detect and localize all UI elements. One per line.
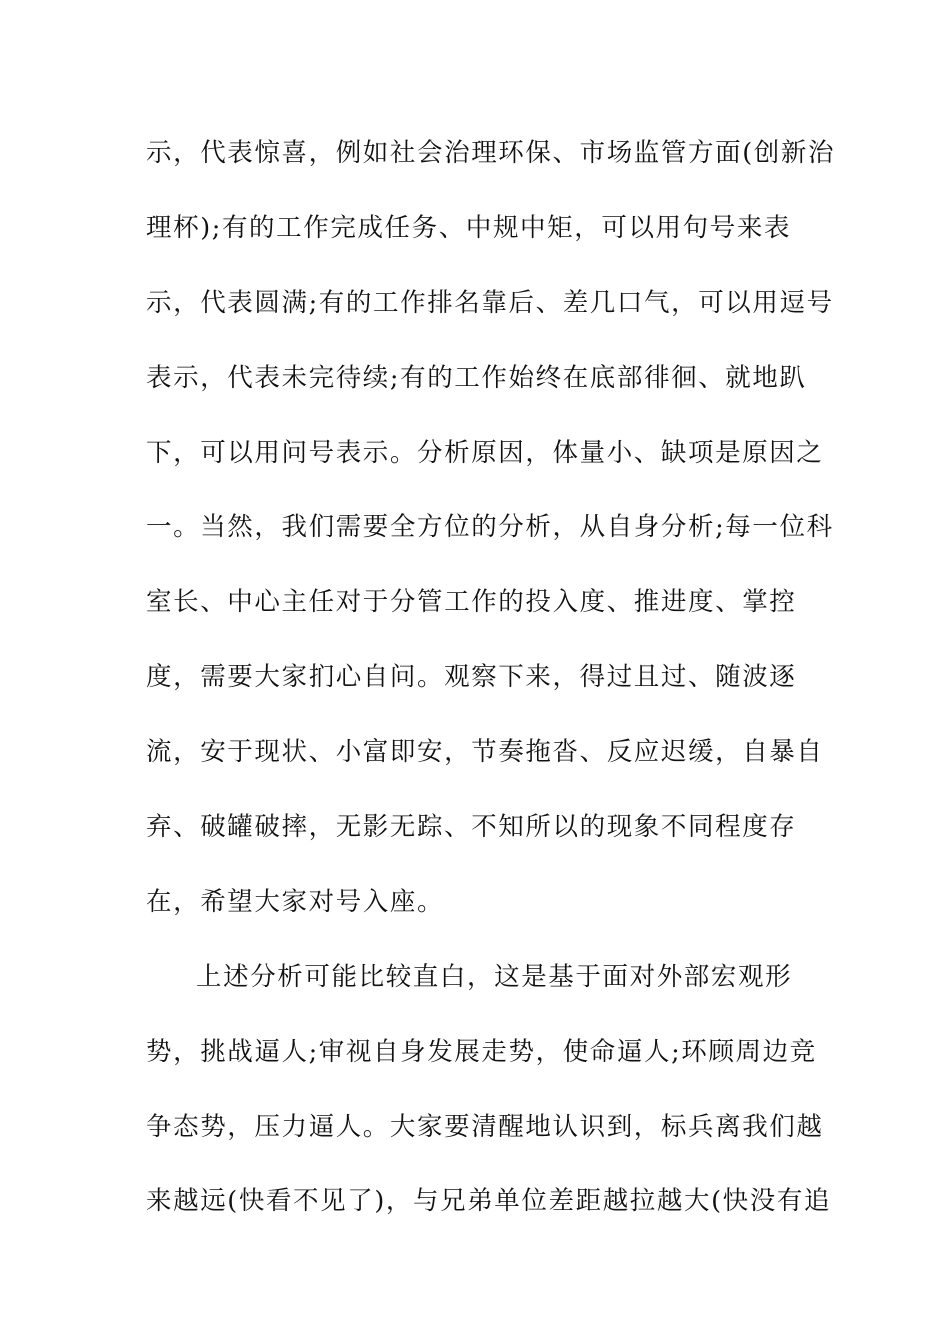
text-line: 下，可以用问号表示。分析原因，体量小、缺项是原因之 [146, 437, 824, 468]
text-line: 示，代表圆满;有的工作排名靠后、差几口气，可以用逗号 [146, 287, 834, 318]
text-line: 表示，代表未完待续;有的工作始终在底部徘徊、就地趴 [146, 362, 807, 393]
text-line: 理杯);有的工作完成任务、中规中矩，可以用句号来表 [146, 212, 792, 243]
text-line: 弃、破罐破摔，无影无踪、不知所以的现象不同程度存 [146, 812, 797, 843]
text-line: 室长、中心主任对于分管工作的投入度、推进度、掌控 [146, 587, 797, 618]
text-line: 来越远(快看不见了)，与兄弟单位差距越拉越大(快没有追 [146, 1186, 832, 1217]
text-line: 流，安于现状、小富即安，节奏拖沓、反应迟缓，自暴自 [146, 737, 824, 768]
paragraph-first-line: 上述分析可能比较直白，这是基于面对外部宏观形 [196, 961, 793, 992]
text-line: 争态势，压力逼人。大家要清醒地认识到，标兵离我们越 [146, 1111, 824, 1142]
text-line: 势，挑战逼人;审视自身发展走势，使命逼人;环顾周边竞 [146, 1036, 817, 1067]
text-line: 在，希望大家对号入座。 [146, 886, 445, 917]
text-line: 度，需要大家扪心自问。观察下来，得过且过、随波逐 [146, 662, 797, 693]
text-line: 一。当然，我们需要全方位的分析，从自身分析;每一位科 [146, 512, 834, 543]
text-line: 示，代表惊喜，例如社会治理环保、市场监管方面(创新治 [146, 138, 836, 168]
document-body [146, 128, 836, 1251]
